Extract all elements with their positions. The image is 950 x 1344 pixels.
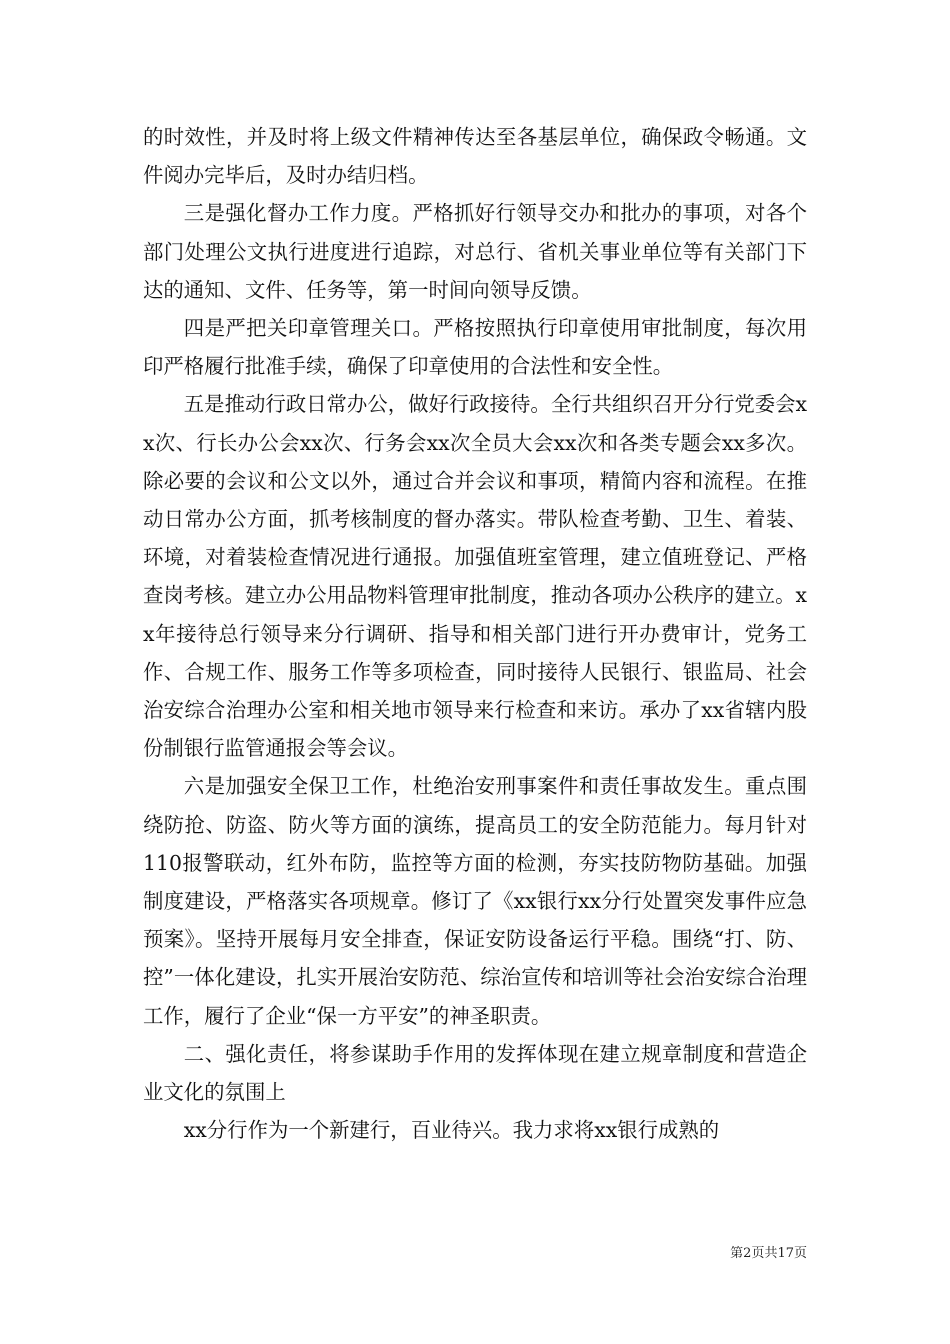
page-number-footer: 第2页共17页 [730,1246,807,1261]
paragraph-4: 五是推动行政日常办公，做好行政接待。全行共组织召开分行党委会xx次、行长办公会xx次、行务会xx次全员大会xx次和各类专题会xx多次。除必要的会议和公文以外，通过合并会议和事项，精简内容和流程。在推动日常办公方面，抓考核制度的督办落实。带队检查考勤、卫生、着装、环境，对着装检查情况进行通报。加强值班室管理，建立值班登记、严格查岗考核。建立办公用品物料管理审批制度，推动各项办公秩序的建立。xx年接待总行领导来分行调研、指导和相关部门进行开办费审计，党务工作、合规工作、服务工作等多项检查，同时接待人民银行、银监局、社会治安综合治理办公室和相关地市领导来行检查和来访。承办了xx省辖内股份制银行监管通报会等会议。 [143,392,808,761]
paragraph-5: 六是加强安全保卫工作，杜绝治安刑事案件和责任事故发生。重点围绕防抢、防盗、防火等方面的演练，提高员工的安全防范能力。每月针对110报警联动，红外布防，监控等方面的检测，夯实技防物防基础。加强制度建设，严格落实各项规章。修订了《xx银行xx分行处置突发事件应急预案》。坚持开展每月安全排查，保证安防设备运行平稳。围绕“打、防、控”一体化建设，扎实开展治安防范、综治宣传和培训等社会治安综合治理工作，履行了企业“保一方平安”的神圣职责。 [143,774,807,1028]
paragraph-7: xx分行作为一个新建行，百业待兴。我力求将xx银行成熟的 [183,1118,720,1143]
section-heading: 二、强化责任，将参谋助手作用的发挥体现在建立规章制度和营造企业文化的氛围上 [143,1041,807,1105]
paragraph-1: 的时效性，并及时将上级文件精神传达至各基层单位，确保政令畅通。文件阅办完毕后，及时办结归档。 [143,125,807,188]
paragraph-3: 四是严把关印章管理关口。严格按照执行印章使用审批制度，每次用印严格履行批准手续，确保了印章使用的合法性和安全性。 [143,316,807,379]
paragraph-2: 三是强化督办工作力度。严格抓好行领导交办和批办的事项，对各个部门处理公文执行进度进行追踪，对总行、省机关事业单位等有关部门下达的通知、文件、任务等，第一时间向领导反馈。 [143,201,807,302]
document-body [143,118,807,1149]
